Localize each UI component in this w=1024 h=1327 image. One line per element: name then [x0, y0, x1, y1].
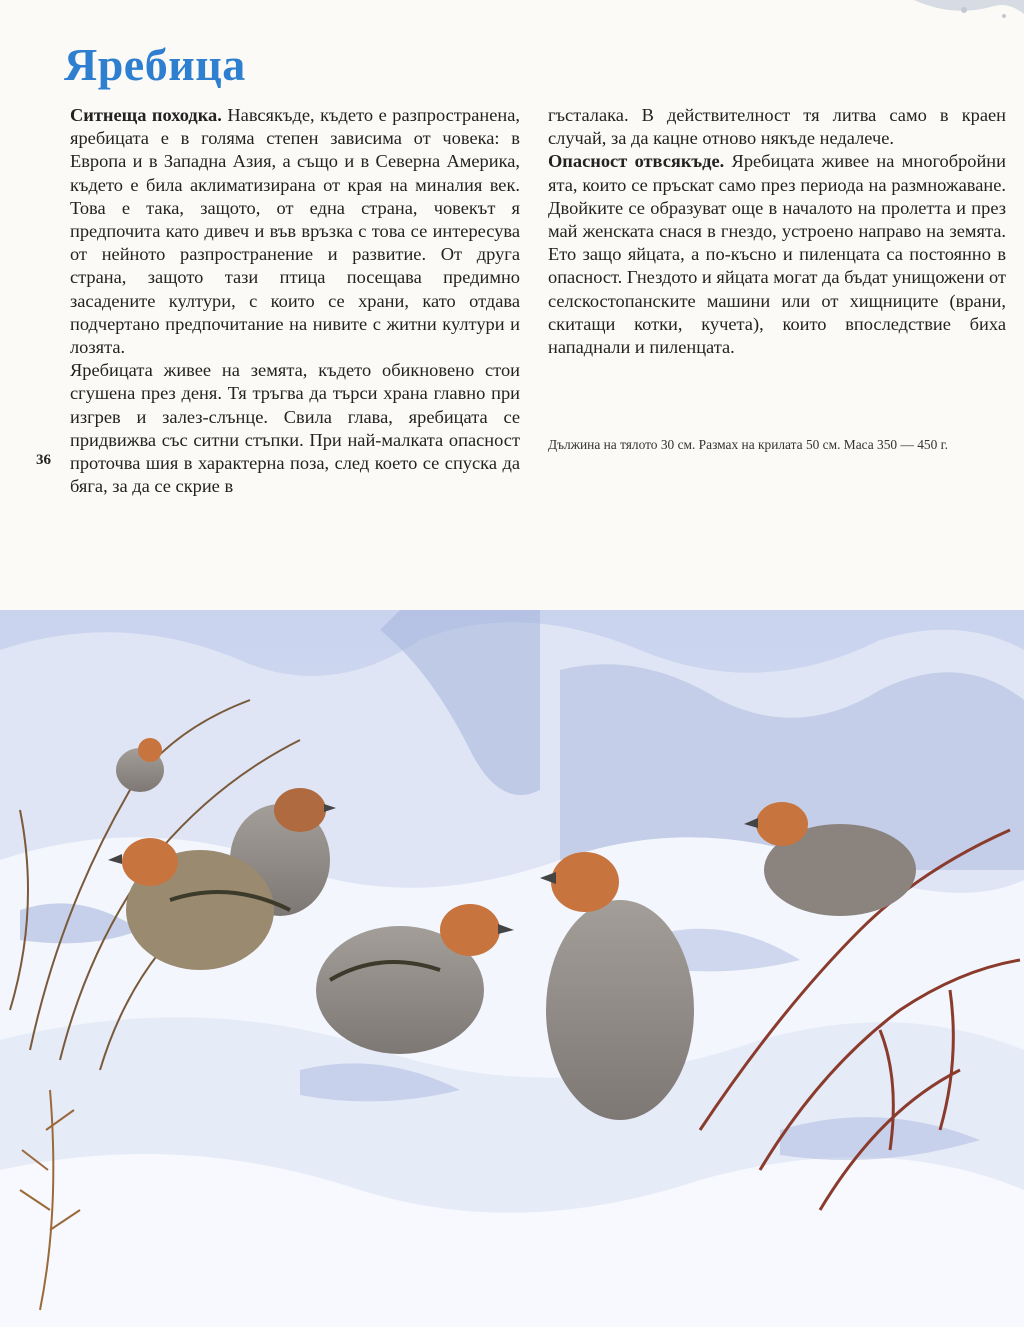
page-title: Яребица — [64, 39, 246, 90]
paragraph — [548, 104, 1006, 150]
paragraph — [548, 150, 1006, 359]
page-number: 36 — [36, 452, 51, 468]
figure-caption: Дължина на тялото 30 см. Размах на крилата 50 см. Маса 350 — 450 г. — [548, 437, 948, 452]
paragraph-text: гъсталака. В действителност тя литва само в краен случай, за да кацне отново някъде недалече. — [548, 105, 1006, 149]
partridges-in-snow-illustration — [0, 610, 1024, 1327]
corner-decoration — [894, 0, 1024, 30]
text-column-right — [548, 104, 1006, 359]
paragraph-text: Яребицата живее на многобройни ята, които се пръскат само през периода на размножаване. Двойките се образуват още в началото на пролетта и през май женската снася в гнездо, устроено направо на земята. Ето защо яйцата, а по-късно и пиленцата са постоянно в опасност. Гнездото и яйцата могат да бъдат унищожени от селскостопанските машини или от хищниците (врани, скитащи котки, кучета), които впоследствие биха нападнали и пиленцата. — [548, 151, 1006, 358]
text-column-left — [70, 104, 520, 498]
paragraph-text: Яребицата живее на земята, където обикновено стои сгушена през деня. Тя тръгва да търси храна главно при изгрев и залез-слънце. Свила глава, яребицата се придвижва със ситни стъпки. При най-малката опасност проточва шия в характерна поза, след което се спуска да бяга, за да се скрие в — [70, 360, 520, 497]
paragraph — [70, 104, 520, 359]
paragraph-heading: Ситнеща походка. — [70, 105, 222, 125]
paragraph — [70, 359, 520, 498]
paragraph-text: Навсякъде, където е разпространена, яребицата е в голяма степен зависима от човека: в Европа и в Западна Азия, а също и в Северна Америка, където е била аклиматизирана от края на миналия век. Това е така, защото, от една страна, човекът я предпочита като дивеч и във връзка с това се интересува от нейното разпространение и развитие. От друга страна, защото тази птица посещава предимно засадените култури, с които се храни, като отдава подчертано предпочитание на нивите с житни култури и лозята. — [70, 105, 520, 358]
paragraph-heading: Опасност отвсякъде. — [548, 151, 725, 172]
